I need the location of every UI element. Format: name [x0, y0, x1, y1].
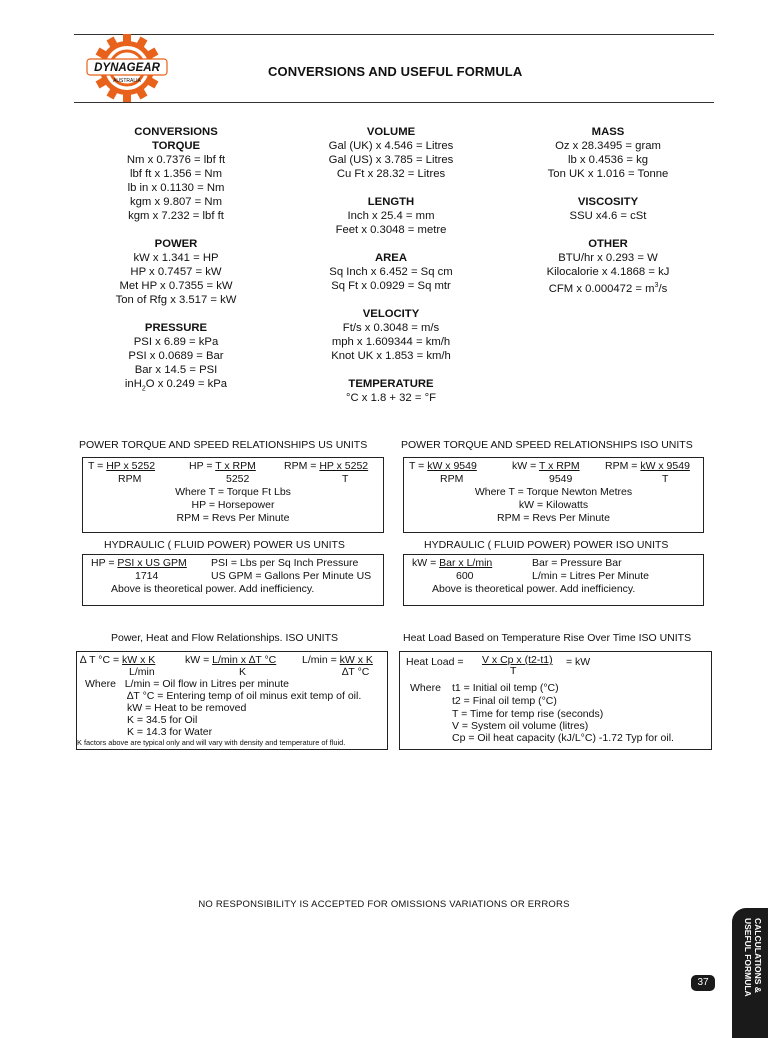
other-line-cfm: CFM x $0.000472 = m^3/s$: [548, 282, 668, 295]
hyd-iso-box: kW = Bar x L/min 600 Bar = Pressure Bar L/min = Litres Per Minute Above is theoretical power. Add inefficiency.: [403, 554, 704, 606]
length-line: Inch x 25.4 = mm: [347, 210, 435, 222]
logo-text: DYNAGEAR: [94, 62, 160, 74]
other-line: BTU/hr x 0.293 = W: [558, 252, 658, 264]
area-heading: AREA: [374, 252, 407, 264]
velocity-heading: VELOCITY: [362, 308, 420, 320]
torque-heading: TORQUE: [151, 140, 201, 152]
phf-box: ∆ T °C = kW x K L/min kW = L/min x ∆T °C K L/min = kW x K ∆T °C Where L/min = Oil flow in Litres per minute ∆T °C = Entering temp of oil minus exit temp of oil. kW = Heat to be removed K = 34.5 for Oil K = 14.3 for Water K factors above are typical only and will vary with density and temperature of fluid.: [76, 651, 388, 750]
disclaimer: NO RESPONSIBILITY IS ACCEPTED FOR OMISSIONS VARIATIONS OR ERRORS: [198, 899, 570, 910]
velocity-line: Knot UK x 1.853 = km/h: [331, 350, 451, 362]
page-title: CONVERSIONS AND USEFUL FORMULA: [268, 64, 523, 79]
page-number: 37: [690, 974, 716, 992]
pressure-line-inh2o: inH$_2$O x 0.249 = kPa: [124, 378, 228, 393]
power-heading: POWER: [154, 238, 198, 250]
torque-line: kgm x 9.807 = Nm: [130, 196, 222, 208]
ptsr-iso-box: T = kW x 9549 RPM kW = T x RPM 9549 RPM = kW x 9549 T Where T = Torque Newton Metres kW = Kilowatts RPM = Revs Per Minute: [403, 457, 704, 533]
conversions-column-2: [300, 125, 482, 405]
torque-line: kgm x 7.232 = lbf ft: [128, 210, 224, 222]
ptsr-us-box: T = HP x 5252 RPM HP = T x RPM 5252 RPM = HP x 5252 T Where T = Torque Ft Lbs HP = Horsepower RPM = Revs Per Minute: [82, 457, 384, 533]
hyd-us-box: HP = PSI x US GPM 1714 PSI = Lbs per Sq Inch Pressure US GPM = Gallons Per Minute US Above is theoretical power. Add inefficiency.: [82, 554, 384, 606]
other-heading: OTHER: [588, 238, 628, 250]
header-top-rule: [74, 34, 714, 35]
viscosity-line: SSU x4.6 = cSt: [569, 210, 647, 222]
pressure-line: PSI x 6.89 = kPa: [133, 336, 219, 348]
phf-title: Power, Heat and Flow Relationships. ISO UNITS: [111, 632, 339, 644]
heat-box: Heat Load = V x Cp x (t2-t1) T = kW Where t1 = Initial oil temp (°C) t2 = Final oil temp (°C) T = Time for temp rise (seconds) V = System oil volume (litres) Cp = Oil heat capacity (kJ/L°C) -1.72 Typ for oil.: [399, 651, 712, 750]
torque-line: Nm x 0.7376 = lbf ft: [126, 154, 226, 166]
power-line: HP x 0.7457 = kW: [130, 266, 222, 278]
volume-line: Cu Ft x 28.32 = Litres: [336, 168, 446, 180]
mass-line: Ton UK x 1.016 = Tonne: [547, 168, 669, 180]
hyd-us-title: HYDRAULIC ( FLUID POWER) POWER US UNITS: [104, 539, 345, 551]
pressure-line: PSI x 0.0689 = Bar: [128, 350, 224, 362]
temperature-line: °C x 1.8 + 32 = °F: [345, 392, 437, 404]
area-line: Sq Inch x 6.452 = Sq cm: [329, 266, 453, 278]
section-tab-label: CALCULATIONS & USEFUL FORMULA: [743, 918, 763, 997]
torque-line: lb in x 0.1130 = Nm: [127, 182, 225, 194]
power-line: Ton of Rfg x 3.517 = kW: [115, 294, 237, 306]
hyd-iso-title: HYDRAULIC ( FLUID POWER) POWER ISO UNITS: [424, 539, 669, 551]
pressure-line: Bar x 14.5 = PSI: [134, 364, 218, 376]
mass-line: lb x 0.4536 = kg: [567, 154, 649, 166]
volume-heading: VOLUME: [366, 126, 416, 138]
conversions-column-3: [528, 125, 688, 296]
ptsr-us-title: POWER TORQUE AND SPEED RELATIONSHIPS US UNITS: [79, 439, 368, 451]
other-line: Kilocalorie x 4.1868 = kJ: [546, 266, 670, 278]
header-bottom-rule: [74, 102, 714, 103]
conversions-column-1: [100, 125, 252, 396]
torque-line: lbf ft x 1.356 = Nm: [130, 168, 222, 180]
heat-title: Heat Load Based on Temperature Rise Over Time ISO UNITS: [403, 632, 692, 644]
volume-line: Gal (US) x 3.785 = Litres: [328, 154, 454, 166]
logo-subtext: AUSTRALIA: [113, 78, 141, 84]
dynagear-logo: [86, 34, 168, 102]
power-line: kW x 1.341 = HP: [133, 252, 219, 264]
viscosity-heading: VISCOSITY: [577, 196, 639, 208]
mass-line: Oz x 28.3495 = gram: [555, 140, 661, 152]
temperature-heading: TEMPERATURE: [348, 378, 434, 390]
conversions-heading: CONVERSIONS: [134, 126, 218, 138]
length-heading: LENGTH: [367, 196, 415, 208]
area-line: Sq Ft x 0.0929 = Sq mtr: [331, 280, 451, 292]
volume-line: Gal (UK) x 4.546 = Litres: [328, 140, 454, 152]
velocity-line: mph x 1.609344 = km/h: [331, 336, 451, 348]
length-line: Feet x 0.3048 = metre: [335, 224, 447, 236]
pressure-heading: PRESSURE: [144, 322, 208, 334]
ptsr-iso-title: POWER TORQUE AND SPEED RELATIONSHIPS ISO UNITS: [401, 439, 693, 451]
velocity-line: Ft/s x 0.3048 = m/s: [342, 322, 440, 334]
power-line: Met HP x 0.7355 = kW: [119, 280, 233, 292]
mass-heading: MASS: [591, 126, 625, 138]
